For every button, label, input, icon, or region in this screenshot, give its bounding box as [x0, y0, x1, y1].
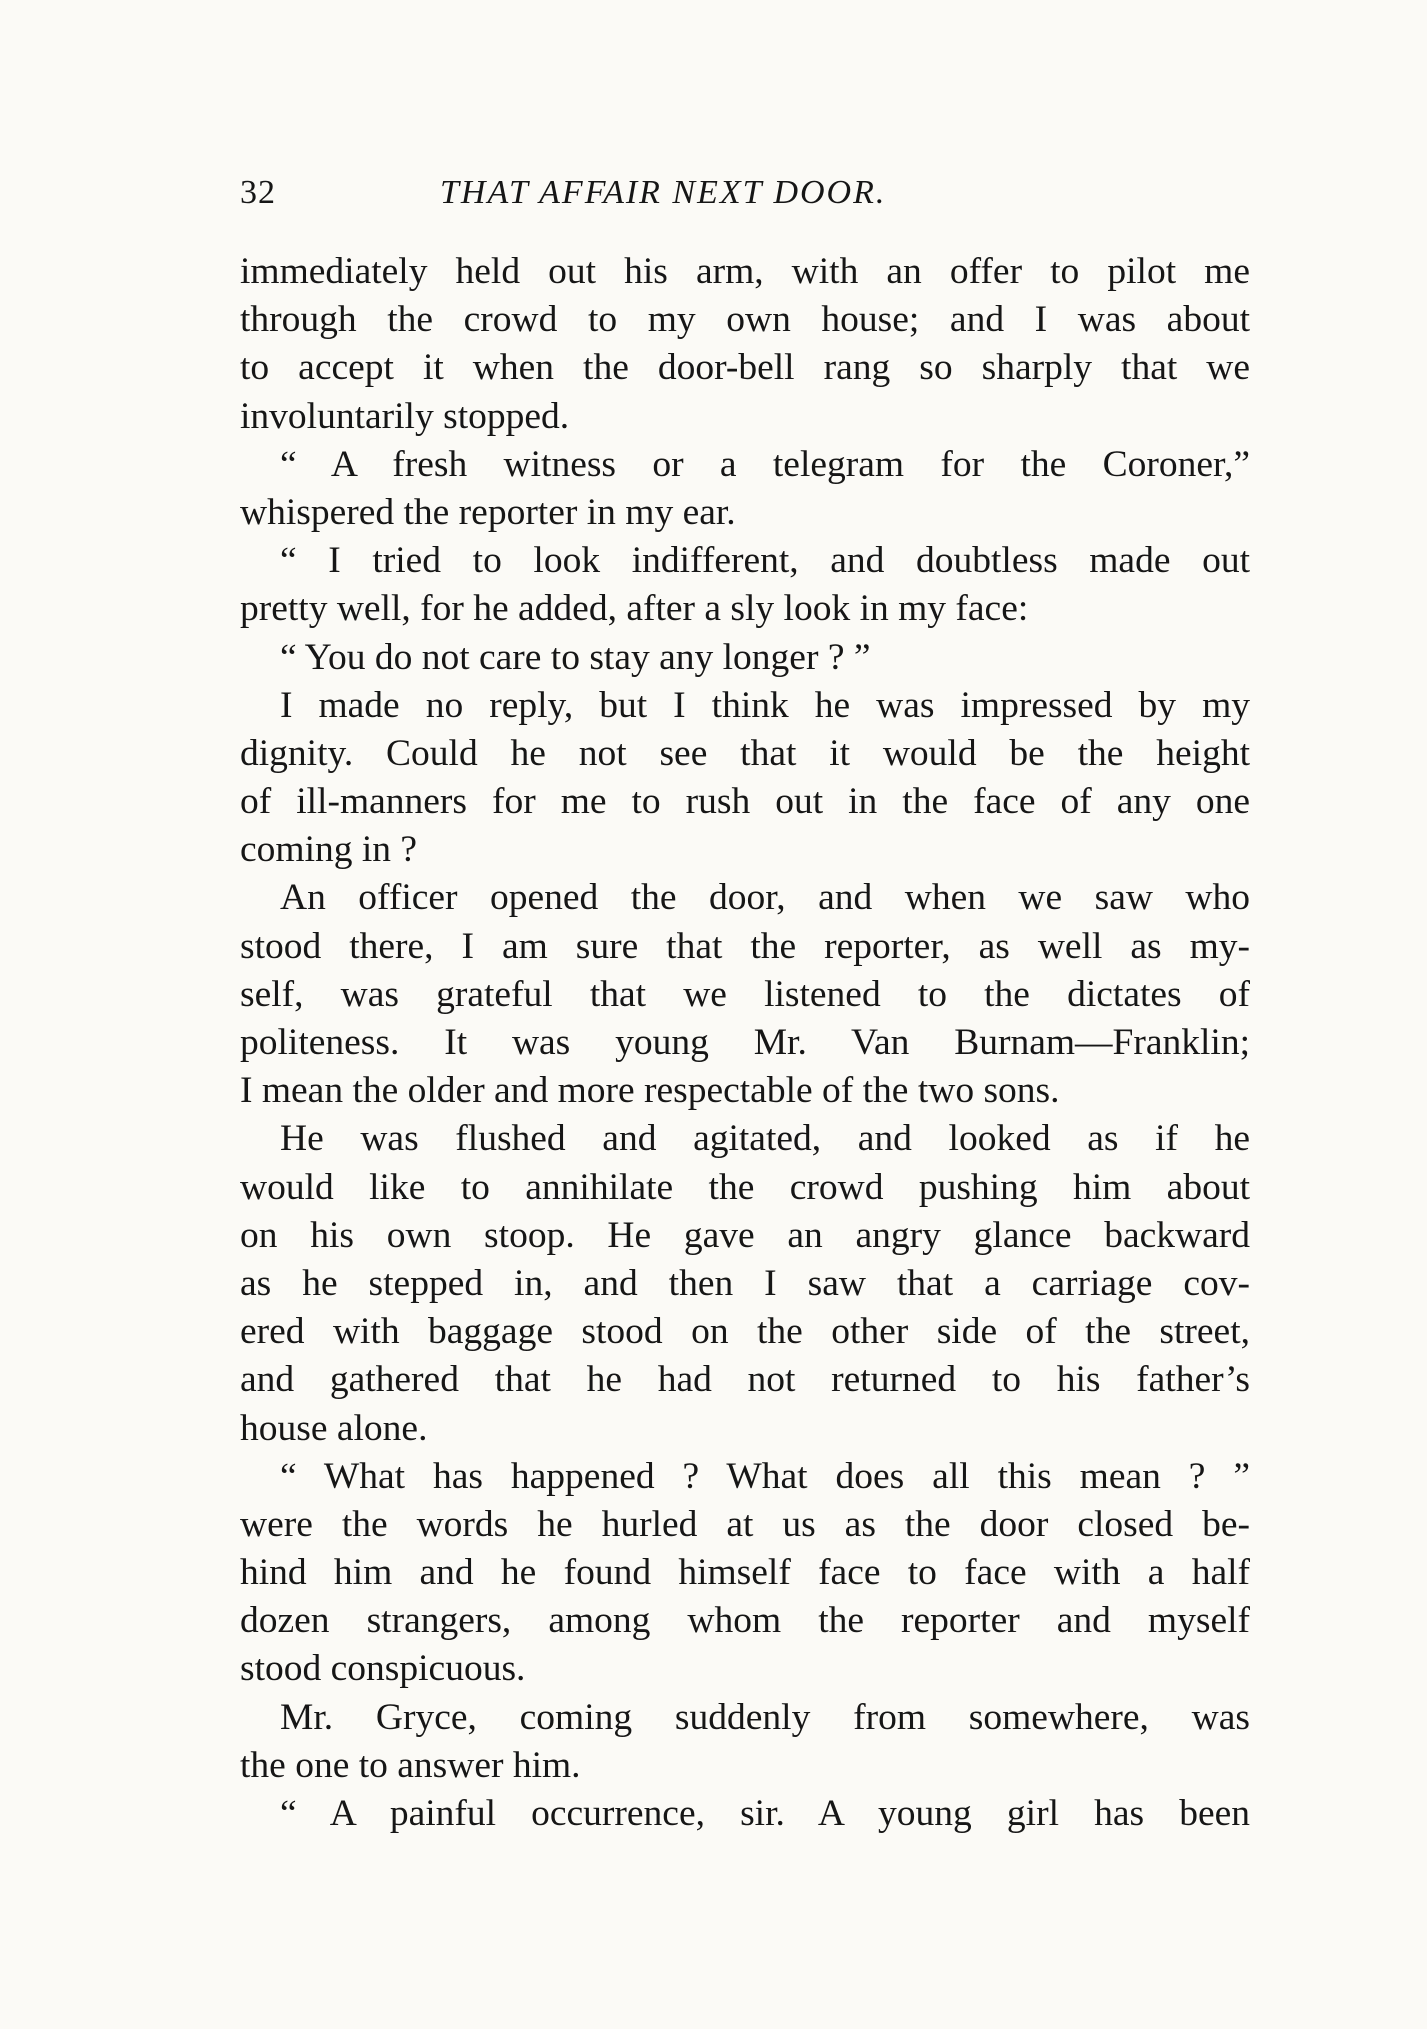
text-line: “ A fresh witness or a telegram for the Coroner,” — [280, 443, 1250, 485]
running-head — [240, 168, 1040, 218]
text-line: dignity. Could he not see that it would be the height — [240, 732, 1250, 774]
text-line: self, was grateful that we listened to the dictates of — [240, 973, 1250, 1015]
text-line: “ What has happened ? What does all this mean ? ” — [280, 1455, 1250, 1497]
text-line: politeness. It was young Mr. Van Burnam—Franklin; — [240, 1022, 1250, 1063]
text-line: as he stepped in, and then I saw that a carriage cov- — [240, 1262, 1250, 1304]
text-line: would like to annihilate the crowd pushing him about — [240, 1166, 1250, 1208]
page-number: 32 — [240, 174, 276, 211]
text-line: hind him and he found himself face to face with a half — [240, 1552, 1250, 1594]
text-line: of ill-manners for me to rush out in the face of any one — [240, 781, 1250, 823]
text-line: through the crowd to my own house; and I was about — [240, 299, 1250, 341]
running-title: THAT AFFAIR NEXT DOOR. — [440, 174, 887, 211]
text-line: “ I tried to look indifferent, and doubtless made out — [280, 540, 1250, 582]
text-line: immediately held out his arm, with an offer to pilot me — [240, 251, 1250, 292]
text-line: coming in ? — [240, 829, 418, 871]
text-line: dozen strangers, among whom the reporter and myself — [240, 1600, 1250, 1642]
text-line: stood there, I am sure that the reporter, as well as my- — [240, 925, 1250, 967]
text-line: Mr. Gryce, coming suddenly from somewhere, was — [280, 1696, 1250, 1738]
text-line: the one to answer him. — [240, 1744, 581, 1786]
text-line: involuntarily stopped. — [240, 395, 570, 437]
text-line: on his own stoop. He gave an angry glance backward — [240, 1214, 1250, 1256]
text-line: pretty well, for he added, after a sly look in my face: — [240, 588, 1029, 630]
text-line: to accept it when the door-bell rang so sharply that we — [240, 347, 1250, 389]
text-line: were the words he hurled at us as the door closed be- — [240, 1503, 1250, 1545]
text-line: An officer opened the door, and when we saw who — [280, 877, 1250, 919]
text-line: I made no reply, but I think he was impressed by my — [280, 684, 1250, 726]
text-line: ered with baggage stood on the other side of the street, — [240, 1311, 1250, 1353]
text-line: He was flushed and agitated, and looked as if he — [280, 1118, 1250, 1160]
text-line: “ A painful occurrence, sir. A young girl has been — [280, 1793, 1250, 1834]
text-line: stood conspicuous. — [240, 1648, 526, 1690]
text-line: I mean the older and more respectable of the two sons. — [240, 1070, 1060, 1112]
body-text — [240, 248, 1250, 1838]
text-line: whispered the reporter in my ear. — [240, 491, 736, 533]
text-line: “ You do not care to stay any longer ? ” — [280, 636, 871, 678]
text-line: and gathered that he had not returned to his father’s — [240, 1359, 1250, 1401]
text-line: house alone. — [240, 1407, 428, 1449]
